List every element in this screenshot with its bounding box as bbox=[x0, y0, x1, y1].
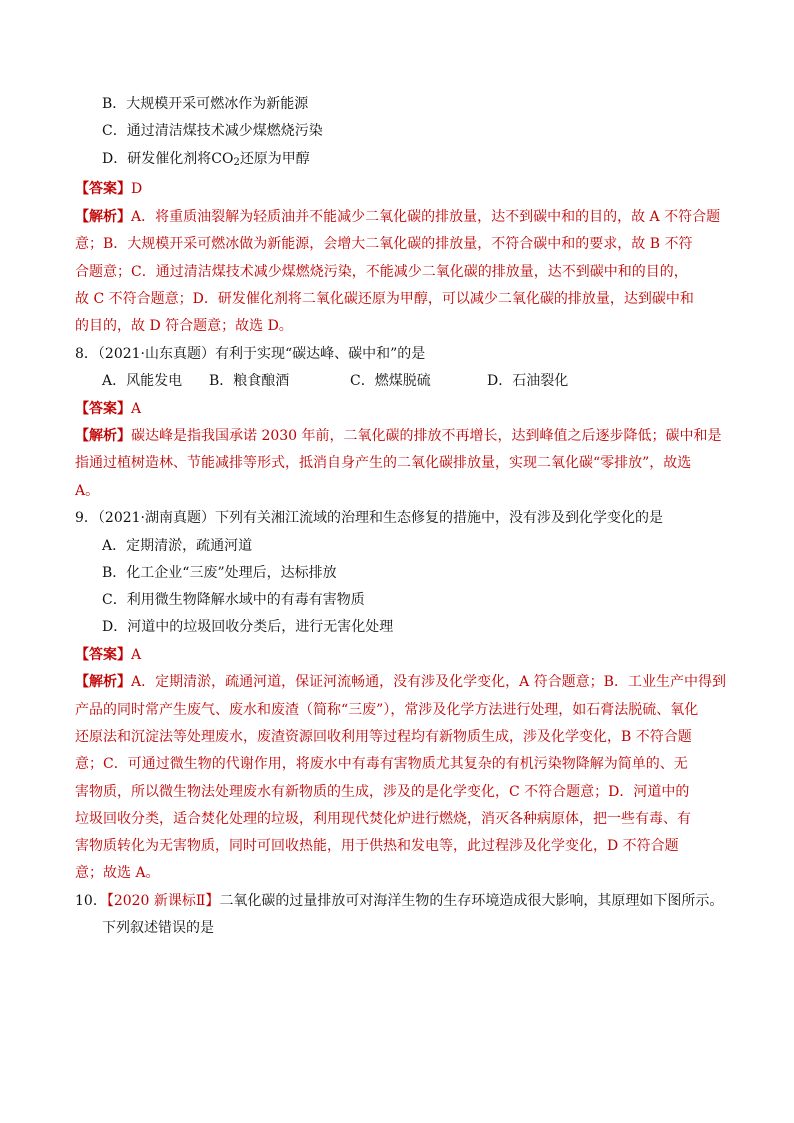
q9-analysis-line: 还原法和沉淀法等处理废水，废渣资源回收利用等过程均有新物质生成，涉及化学变化，B 不符合题 bbox=[75, 729, 692, 745]
q7-analysis-line: 的目的，故 D 符合题意；故选 D。 bbox=[75, 318, 293, 334]
q7-analysis-line: 意；B．大规模开采可燃冰做为新能源，会增大二氧化碳的排放量，不符合碳中和的要求，故 B 不符 bbox=[75, 236, 693, 252]
q9-answer: 【答案】A bbox=[75, 647, 142, 663]
q8-answer: 【答案】A bbox=[75, 401, 142, 417]
q9-analysis-line: 产品的同时常产生废气、废水和废渣（简称“三废”），常涉及化学方法进行处理，如石膏法脱硫、氧化 bbox=[75, 702, 699, 718]
q9-option-c: C．利用微生物降解水域中的有毒有害物质 bbox=[102, 592, 365, 608]
q7-analysis-line: 【解析】A．将重质油裂解为轻质油并不能减少二氧化碳的排放量，达不到碳中和的目的，故 A 不符合题 bbox=[75, 209, 721, 225]
q10-source: 【2020 新课标Ⅱ】 bbox=[106, 893, 220, 909]
q9-analysis-line: 害物质，所以微生物法处理废水有新物质的生成，涉及的是化学变化，C 不符合题意；D．河道中的 bbox=[75, 784, 690, 800]
q8-analysis-line: 指通过植树造林、节能减排等形式，抵消自身产生的二氧化碳排放量，实现二氧化碳“零排放”，故选 bbox=[75, 455, 692, 471]
q9-analysis-line: 【解析】A．定期清淤，疏通河道，保证河流畅通，没有涉及化学变化，A 符合题意；B．工业生产中得到 bbox=[75, 674, 726, 690]
q8-option-b: B．粮食酿酒 bbox=[209, 373, 290, 389]
q8-options bbox=[102, 371, 568, 391]
q7-analysis-line: 故 C 不符合题意；D．研发催化剂将二氧化碳还原为甲醇，可以减少二氧化碳的排放量，达到碳中和 bbox=[75, 291, 694, 307]
q7-answer: 【答案】D bbox=[75, 181, 143, 197]
q7-option-b: B．大规模开采可燃冰作为新能源 bbox=[102, 96, 309, 112]
q10-stem: 10．【2020 新课标Ⅱ】二氧化碳的过量排放可对海洋生物的生存环境造成很大影响，其原理如下图所示。 bbox=[75, 893, 724, 909]
q8-option-d: D．石油裂化 bbox=[487, 373, 569, 389]
q7-option-d: D．研发催化剂将$CO_2$还原为甲醇 bbox=[102, 151, 310, 168]
q9-stem: 9．（2021·湖南真题）下列有关湘江流域的治理和生态修复的措施中，没有涉及到化学变化的是 bbox=[75, 510, 663, 526]
q7-option-c: C．通过清洁煤技术减少煤燃烧污染 bbox=[102, 123, 323, 139]
q8-stem: 8．（2021·山东真题）有利于实现“碳达峰、碳中和”的是 bbox=[75, 346, 426, 362]
q8-analysis-line: A。 bbox=[75, 483, 100, 499]
q9-option-b: B．化工企业“三废”处理后，达标排放 bbox=[102, 565, 337, 581]
q8-analysis-line: 【解析】碳达峰是指我国承诺 2030 年前，二氧化碳的排放不再增长，达到峰值之后逐步降低；碳中和是 bbox=[75, 428, 722, 444]
q8-option-c: C．燃煤脱硫 bbox=[350, 373, 431, 389]
q9-analysis-line: 意；C．可通过微生物的代谢作用，将废水中有毒有害物质尤其复杂的有机污染物降解为简单的、无 bbox=[75, 756, 688, 772]
q7-analysis-line: 合题意；C．通过清洁煤技术减少煤燃烧污染，不能减少二氧化碳的排放量，达不到碳中和的目的， bbox=[75, 264, 688, 280]
q9-option-a: A．定期清淤，疏通河道 bbox=[102, 538, 253, 554]
q9-analysis-line: 垃圾回收分类，适合焚化处理的垃圾，利用现代焚化炉进行燃烧，消灭各种病原体，把一些有毒、有 bbox=[75, 811, 691, 827]
q9-analysis-line: 意；故选 A。 bbox=[75, 865, 160, 881]
q9-analysis-line: 害物质转化为无害物质，同时可回收热能，用于供热和发电等，此过程涉及化学变化，D 不符合题 bbox=[75, 838, 679, 854]
q10-stem-2: 下列叙述错误的是 bbox=[102, 920, 214, 936]
q8-option-a: A．风能发电 bbox=[102, 373, 183, 389]
q9-option-d: D．河道中的垃圾回收分类后，进行无害化处理 bbox=[102, 619, 394, 635]
